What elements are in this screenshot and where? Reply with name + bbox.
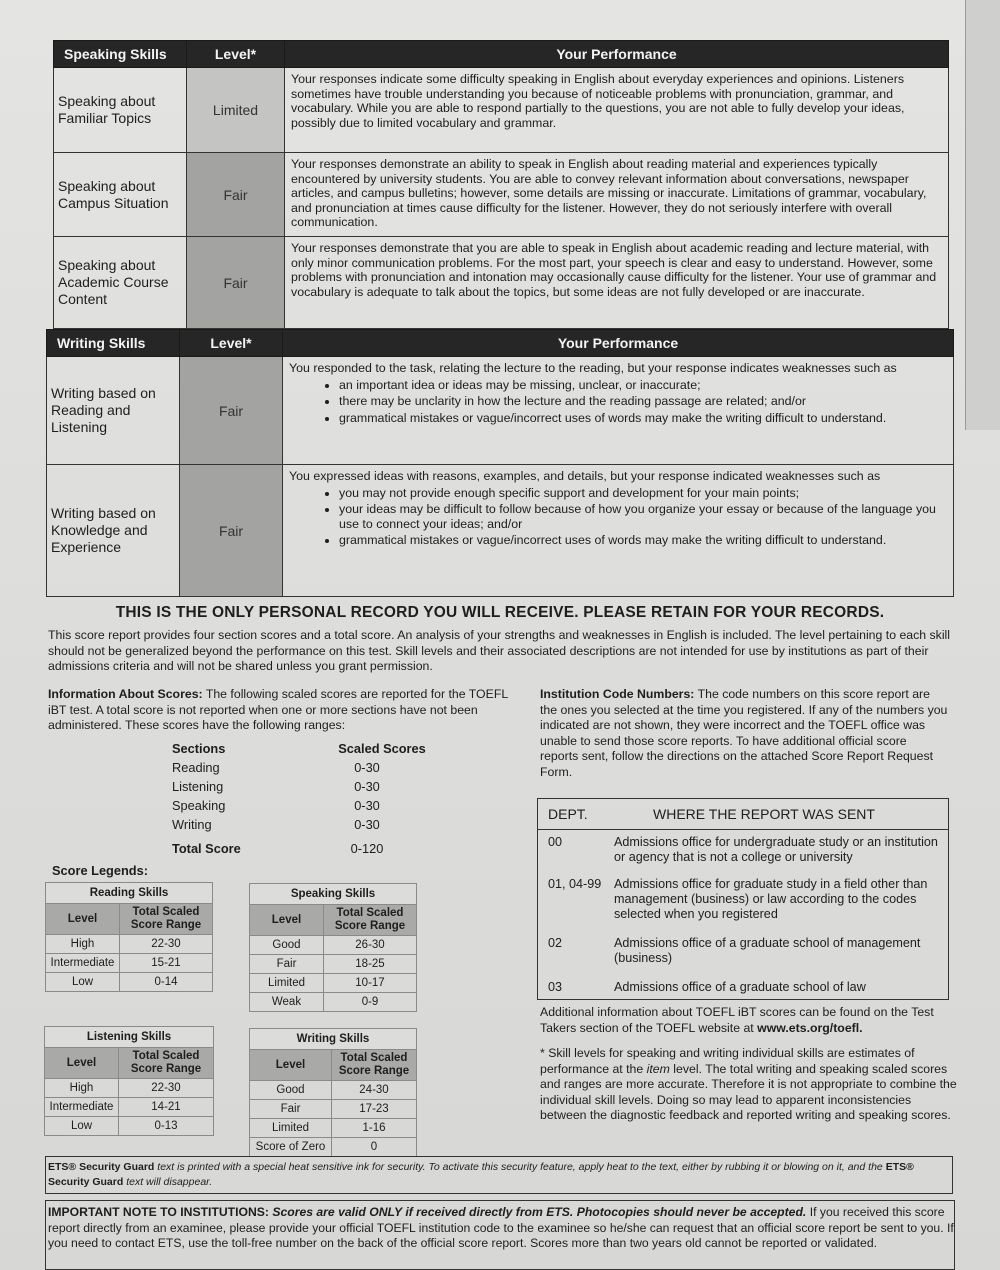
writing-performance-header: Your Performance	[283, 330, 954, 357]
list-item: • grammatical mistakes or vague/incorrect uses of words may make the writing difficult to understand.	[339, 411, 947, 426]
skill-level: Fair	[187, 153, 285, 237]
table-row	[47, 357, 954, 465]
skill-level: Fair	[187, 237, 285, 329]
legend-range: 14-21	[119, 1098, 214, 1117]
security-guard-notice	[45, 1156, 953, 1194]
speaking-skills-table	[53, 40, 949, 329]
scores-info-label: Information About Scores:	[48, 687, 203, 701]
scores-info	[48, 687, 518, 734]
listening-legend-table	[44, 1026, 214, 1136]
additional-info	[540, 1005, 950, 1036]
score-legends-label: Score Legends:	[52, 863, 149, 878]
legend-range: 0-14	[120, 973, 213, 992]
legend-range: 10-17	[324, 974, 417, 993]
speaking-skill-header: Speaking Skills	[54, 41, 187, 68]
list-item: • your ideas may be difficult to follow because of how you organize your essay or because of the language you use to connect your ideas; and/or	[339, 502, 947, 531]
legend-range: 26-30	[324, 936, 417, 955]
legend-level: High	[46, 935, 120, 954]
list-item	[172, 758, 432, 777]
legend-range: 22-30	[119, 1079, 214, 1098]
legend-level: Limited	[250, 1119, 332, 1138]
security-brand: ETS® Security Guard	[48, 1161, 914, 1188]
speaking-performance-header: Your Performance	[285, 41, 949, 68]
dept-destination: Admissions office for undergraduate study or an institution or agency that is not a college or university	[614, 835, 938, 864]
institution-codes-info	[540, 687, 948, 780]
weakness-list	[289, 378, 947, 426]
legend-level: Limited	[250, 974, 324, 993]
section-range: 0-30	[354, 760, 380, 775]
section-range: 0-30	[354, 817, 380, 832]
legend-range: 0-13	[119, 1117, 214, 1136]
table-row	[250, 955, 417, 974]
list-item	[172, 815, 432, 834]
table-row	[250, 1081, 417, 1100]
legend-title: Reading Skills	[46, 883, 213, 904]
security-text: text will disappear.	[126, 1176, 213, 1188]
dept-destination: Admissions office of a graduate school of law	[614, 980, 866, 994]
skill-level: Limited	[187, 68, 285, 153]
legend-range: 18-25	[324, 955, 417, 974]
legend-level: Low	[46, 973, 120, 992]
weakness-list	[289, 486, 947, 548]
important-emphasis: Scores are valid ONLY if received directly from ETS. Photocopies should never be accepted.	[272, 1205, 807, 1219]
dept-code: 01, 04-99	[548, 877, 602, 891]
paper-edge	[965, 0, 1000, 430]
table-row	[538, 835, 948, 865]
table-row	[538, 936, 948, 966]
section-name: Writing	[172, 817, 212, 832]
legend-range-header: Total Scaled Score Range	[120, 904, 213, 935]
skill-description: Your responses indicate some difficulty speaking in English about everyday experiences and opinions. Listeners sometimes have trouble understanding you because of noticeable problems with pronunciation, grammar, and vocabulary. While you are able to respond partially to the questions, you are not able to fully develop your ideas, possibly due to limited vocabulary and grammar.	[285, 68, 949, 153]
table-row	[47, 465, 954, 597]
legend-range: 0-9	[324, 993, 417, 1012]
table-row	[538, 980, 948, 995]
list-item: • grammatical mistakes or vague/incorrect uses of words may make the writing difficult to understand.	[339, 533, 947, 548]
legend-level: Intermediate	[46, 954, 120, 973]
legend-title: Listening Skills	[45, 1027, 214, 1048]
reading-legend-table	[45, 882, 213, 992]
institution-codes-text: The code numbers on this score report are the ones you selected at the time you registered. If any of the numbers you indicated are not shown, they were incorrect and the TOEFL office was unable to send those score reports. To have additional official score reports sent, follow the directions on the attached Score Report Request Form.	[540, 687, 948, 779]
skill-level: Fair	[180, 357, 283, 465]
score-ranges	[172, 739, 432, 858]
legend-level: Fair	[250, 1100, 332, 1119]
retain-notice-headline: THIS IS THE ONLY PERSONAL RECORD YOU WILL RECEIVE. PLEASE RETAIN FOR YOUR RECORDS.	[115, 604, 885, 621]
total-score-label: Total Score	[172, 841, 241, 856]
speaking-level-header: Level*	[187, 41, 285, 68]
legend-level: Intermediate	[45, 1098, 119, 1117]
list-item: • an important idea or ideas may be missing, unclear, or inaccurate;	[339, 378, 947, 393]
dept-code: 03	[548, 980, 563, 994]
writing-skill-header: Writing Skills	[47, 330, 180, 357]
scores-info-text: The following scaled scores are reported for the TOEFL iBT test. A total score is not reported when one or more sections have not been administered. These scores have the following ranges:	[48, 687, 508, 732]
description-intro: You responded to the task, relating the lecture to the reading, but your response indicates weaknesses such as	[289, 361, 897, 375]
section-range: 0-30	[354, 798, 380, 813]
legend-level: Weak	[250, 993, 324, 1012]
skill-name: Speaking about Academic Course Content	[54, 237, 187, 329]
legend-level: High	[45, 1079, 119, 1098]
skill-description	[283, 465, 954, 597]
table-row	[54, 68, 949, 153]
security-brand: ETS® Security Guard	[48, 1161, 155, 1173]
dept-code: 02	[548, 936, 563, 950]
section-name: Reading	[172, 760, 220, 775]
table-row	[538, 877, 948, 922]
section-name: Listening	[172, 779, 224, 794]
writing-legend-table	[249, 1028, 417, 1157]
list-item: • there may be unclarity in how the lecture and the reading passage are related; and/or	[339, 394, 947, 409]
toefl-website-link[interactable]: www.ets.org/toefl.	[757, 1020, 863, 1035]
dept-table	[537, 798, 949, 1000]
dept-destination: Admissions office of a graduate school of management (business)	[614, 936, 921, 965]
security-text: text is printed with a special heat sensitive ink for security. To activate this security feature, apply heat to the text, either by rubbing it or blowing on it, and the	[157, 1161, 883, 1173]
institution-codes-label: Institution Code Numbers:	[540, 687, 695, 701]
table-row	[46, 954, 213, 973]
total-score-range: 0-120	[350, 841, 384, 856]
table-row	[54, 153, 949, 237]
additional-info-text: Additional information about TOEFL iBT scores can be found on the Test Takers section of the TOEFL website at	[540, 1005, 934, 1035]
speaking-legend-table	[249, 883, 417, 1012]
table-row	[250, 1138, 417, 1157]
skill-description	[283, 357, 954, 465]
footnote-text: level. The total writing and speaking scaled scores and ranges are more accurate. Therefore it is not appropriate to combine the individual skill levels. Doing so may lead to apparent inconsistencies between the diagnostic feedback and reported writing and speaking scores.	[540, 1061, 957, 1122]
important-label: IMPORTANT NOTE TO INSTITUTIONS:	[48, 1205, 269, 1219]
skill-level: Fair	[180, 465, 283, 597]
skill-level-footnote	[540, 1046, 960, 1124]
list-item	[172, 777, 432, 796]
legend-range: 24-30	[332, 1081, 417, 1100]
dept-destination: Admissions office for graduate study in a field other than management (business) or law according to the codes selected when you registered	[614, 877, 928, 921]
legend-level: Fair	[250, 955, 324, 974]
skill-name: Writing based on Reading and Listening	[47, 357, 180, 465]
footnote-text: * Skill levels for speaking and writing individual skills are estimates of performance at the	[540, 1046, 915, 1076]
legend-title: Speaking Skills	[250, 884, 417, 905]
legend-range: 17-23	[332, 1100, 417, 1119]
legend-range: 1-16	[332, 1119, 417, 1138]
section-range: 0-30	[354, 779, 380, 794]
legend-level-header: Level	[250, 905, 324, 936]
legend-range: 15-21	[120, 954, 213, 973]
legend-level-header: Level	[45, 1048, 119, 1079]
legend-title: Writing Skills	[250, 1029, 417, 1050]
report-intro: This score report provides four section scores and a total score. An analysis of your strengths and weaknesses in English is included. The level pertaining to each skill should not be generalized beyond the performance on this test. Skill levels and their associated descriptions are not intended for use by institutions as part of their admissions criteria and will not be shared unless you grant permission.	[48, 628, 951, 673]
dept-header: DEPT.	[548, 806, 588, 822]
writing-skills-table	[46, 329, 954, 597]
legend-range-header: Total Scaled Score Range	[332, 1050, 417, 1081]
table-row	[45, 1098, 214, 1117]
writing-level-header: Level*	[180, 330, 283, 357]
skill-description: Your responses demonstrate that you are able to speak in English about academic reading and lecture material, with only minor communication problems. For the most part, your speech is clear and easy to understand. However, some problems with pronunciation and intonation may occasionally cause difficulty for the listener. Your use of grammar and vocabulary is adequate to talk about the topics, but some ideas are not fully developed or are inaccurate.	[285, 237, 949, 329]
table-row	[250, 936, 417, 955]
table-row	[46, 935, 213, 954]
where-sent-header: WHERE THE REPORT WAS SENT	[653, 806, 875, 822]
legend-level-header: Level	[46, 904, 120, 935]
legend-range-header: Total Scaled Score Range	[119, 1048, 214, 1079]
legend-level: Good	[250, 1081, 332, 1100]
table-row	[250, 974, 417, 993]
scaled-scores-header: Scaled Scores	[338, 741, 426, 756]
section-name: Speaking	[172, 798, 226, 813]
important-text: If you received this score report directly from an examinee, please provide your official TOEFL institution code to the examinee so he/she can request that an official score report be sent to you. If you need to contact ETS, use the toll-free number on the back of the official score report. Scores more than two years old cannot be reported or validated.	[48, 1205, 954, 1250]
legend-level-header: Level	[250, 1050, 332, 1081]
skill-name: Speaking about Campus Situation	[54, 153, 187, 237]
table-row	[250, 1119, 417, 1138]
list-item: • you may not provide enough specific support and development for your main points;	[339, 486, 947, 501]
legend-range-header: Total Scaled Score Range	[324, 905, 417, 936]
institution-important-note	[45, 1200, 955, 1270]
table-row	[54, 237, 949, 329]
skill-name: Speaking about Familiar Topics	[54, 68, 187, 153]
description-intro: You expressed ideas with reasons, examples, and details, but your response indicated weaknesses such as	[289, 469, 881, 483]
footnote-italic: item	[646, 1061, 670, 1076]
table-row	[45, 1117, 214, 1136]
legend-level: Good	[250, 936, 324, 955]
sections-header: Sections	[172, 741, 226, 756]
dept-code: 00	[548, 835, 563, 849]
legend-level: Low	[45, 1117, 119, 1136]
legend-range: 0	[332, 1138, 417, 1157]
table-row	[45, 1079, 214, 1098]
legend-level: Score of Zero	[250, 1138, 332, 1157]
list-item	[172, 796, 432, 815]
table-row	[250, 1100, 417, 1119]
skill-name: Writing based on Knowledge and Experience	[47, 465, 180, 597]
table-row	[250, 993, 417, 1012]
table-row	[46, 973, 213, 992]
legend-range: 22-30	[120, 935, 213, 954]
total-score-row	[172, 839, 432, 858]
skill-description: Your responses demonstrate an ability to speak in English about reading material and experiences typically encountered by university students. You are able to convey relevant information about conversations, newspaper articles, and campus bulletins; however, some details are missing or inaccurate. Limitations of grammar, vocabulary, and pronunciation at times cause difficulty for the listener. However, they do not seriously interfere with overall communication.	[285, 153, 949, 237]
